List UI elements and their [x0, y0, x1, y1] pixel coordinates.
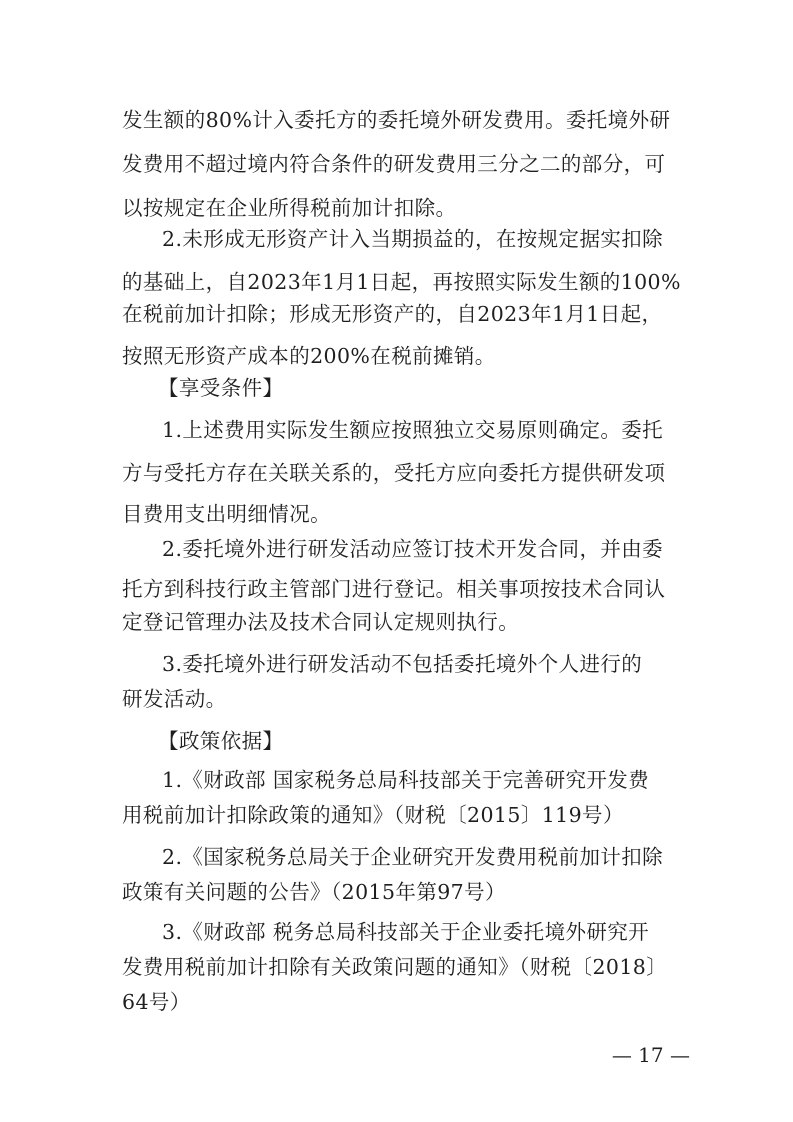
text-line: 3.《财政部 税务总局科技部关于企业委托境外研究开: [162, 920, 650, 944]
text-line: 2.委托境外进行研发活动应签订技术开发合同，并由委: [162, 537, 664, 561]
text-line: 目费用支出明细情况。: [122, 502, 331, 526]
text-line: 托方到科技行政主管部门进行登记。相关事项按技术合同认: [122, 577, 666, 601]
section-heading: 【政策依据】: [158, 729, 284, 753]
text-line: 发费用不超过境内符合条件的研发费用三分之二的部分，可: [122, 152, 666, 176]
text-line: 1.上述费用实际发生额应按照独立交易原则确定。委托: [162, 418, 664, 442]
text-line: 3.委托境外进行研发活动不包括委托境外个人进行的: [162, 652, 643, 676]
text-line: 按照无形资产成本的200%在税前摊销。: [122, 344, 496, 368]
text-line: 1.《财政部 国家税务总局科技部关于完善研究开发费: [162, 768, 650, 792]
section-heading: 【享受条件】: [158, 376, 284, 400]
text-line: 研发活动。: [122, 687, 227, 711]
text-line: 政策有关问题的公告》（2015年第97号）: [122, 880, 506, 904]
text-line: 定登记管理办法及技术合同认定规则执行。: [122, 610, 520, 634]
text-line: 发费用税前加计扣除有关政策问题的通知》（财税〔2018〕: [122, 955, 668, 979]
page-number: — 17 —: [611, 1043, 690, 1067]
text-line: 以按规定在企业所得税前加计扣除。: [122, 196, 457, 220]
text-line: 发生额的80%计入委托方的委托境外研发费用。委托境外研: [122, 108, 671, 132]
text-line: 在税前加计扣除；形成无形资产的，自2023年1月1日起，: [122, 302, 663, 326]
text-line: 用税前加计扣除政策的通知》（财税〔2015〕119号）: [122, 803, 624, 827]
text-line: 方与受托方存在关联关系的，受托方应向委托方提供研发项: [122, 461, 666, 485]
text-line: 2.《国家税务总局关于企业研究开发费用税前加计扣除: [162, 845, 664, 869]
text-line: 64号）: [122, 990, 191, 1014]
text-line: 2.未形成无形资产计入当期损益的，在按规定据实扣除: [162, 227, 664, 251]
text-line: 的基础上，自2023年1月1日起，再按照实际发生额的100%: [122, 270, 681, 294]
